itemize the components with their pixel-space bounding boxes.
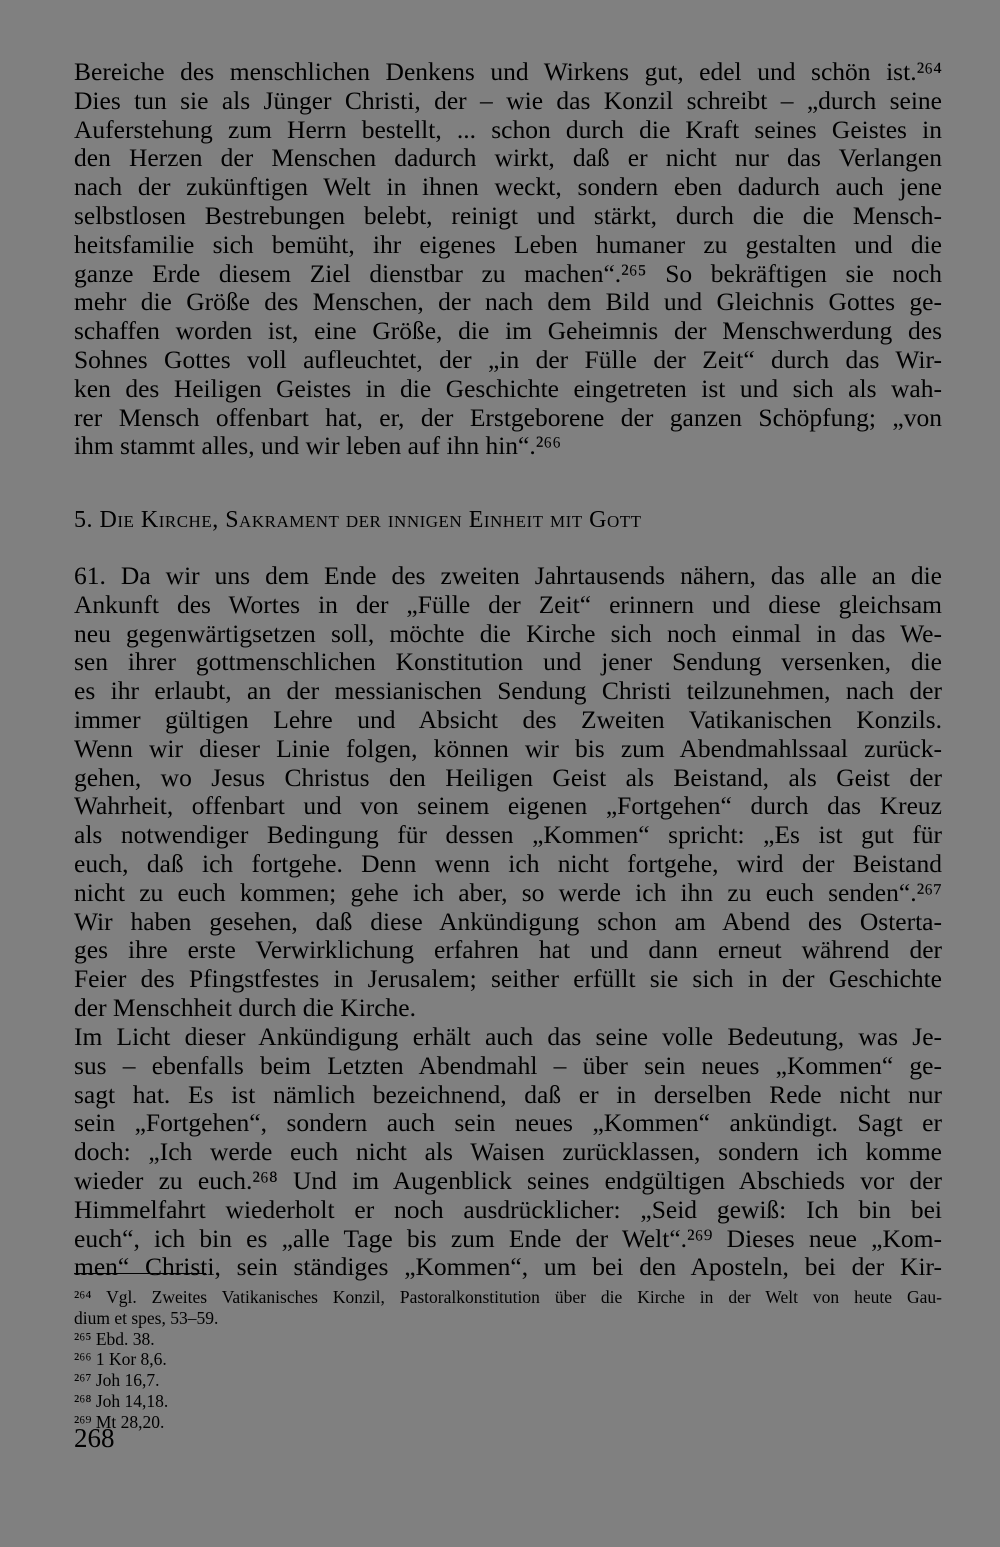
section-heading: 5. Die Kirche, Sakrament der innigen Einheit mit Gott xyxy=(74,507,642,533)
footnote: ²⁶⁹ Mt 28,20. xyxy=(74,1411,165,1432)
text-line: mehr die Größe des Menschen, der nach dem Bild und Gleichnis Gottes ge- xyxy=(74,287,942,317)
text-line: gehen, wo Jesus Christus den Heiligen Geist als Beistand, als Geist der xyxy=(74,762,942,792)
paragraph-continuation xyxy=(74,58,942,461)
text-line: doch: „Ich werde euch nicht als Waisen zurücklassen, sondern ich komme xyxy=(74,1137,942,1167)
text-line: Wahrheit, offenbart und von seinem eigenen „Fortgehen“ durch das Kreuz xyxy=(74,791,942,821)
text-line: Sohnes Gottes voll aufleuchtet, der „in der Fülle der Zeit“ durch das Wir- xyxy=(74,344,942,374)
text-line: men“ Christi, sein ständiges „Kommen“, um bei den Aposteln, bei der Kir- xyxy=(74,1252,942,1282)
text-line: 61. Da wir uns dem Ende des zweiten Jahrtausends nähern, das alle an die xyxy=(74,561,942,590)
footnote: ²⁶⁶ 1 Kor 8,6. xyxy=(74,1349,167,1370)
text-line: Dies tun sie als Jünger Christi, der – wie das Konzil schreibt – „durch seine xyxy=(74,85,942,115)
footnote-separator xyxy=(74,1273,206,1274)
text-line: selbstlosen Bestrebungen belebt, reinigt und stärkt, durch die die Mensch- xyxy=(74,200,942,230)
page-number: 268 xyxy=(74,1423,115,1453)
text-line: immer gültigen Lehre und Absicht des Zweiten Vatikanischen Konzils. xyxy=(74,704,942,734)
text-line: Wir haben gesehen, daß diese Ankündigung schon am Abend des Osterta- xyxy=(74,906,942,936)
footnote: ²⁶⁷ Joh 16,7. xyxy=(74,1370,160,1391)
text-line: Feier des Pfingstfestes in Jerusalem; seither erfüllt sie sich in der Geschichte xyxy=(74,964,942,994)
text-line: Himmelfahrt wiederholt er noch ausdrücklicher: „Seid gewiß: Ich bin bei xyxy=(74,1194,942,1224)
text-line: sagt hat. Es ist nämlich bezeichnend, daß er in derselben Rede nicht nur xyxy=(74,1079,942,1109)
footnote: dium et spes, 53–59. xyxy=(74,1307,219,1328)
text-line: wieder zu euch.²⁶⁸ Und im Augenblick seines endgültigen Abschieds vor der xyxy=(74,1165,942,1195)
text-line: rer Mensch offenbart hat, er, der Erstgeborene der ganzen Schöpfung; „von xyxy=(74,402,942,432)
text-line: als notwendiger Bedingung für dessen „Kommen“ spricht: „Es ist gut für xyxy=(74,820,942,850)
text-line: nicht zu euch kommen; gehe ich aber, so werde ich ihn zu euch senden“.²⁶⁷ xyxy=(74,877,942,907)
text-line: Wenn wir dieser Linie folgen, können wir bis zum Abendmahlssaal zurück- xyxy=(74,733,942,763)
text-line: euch, daß ich fortgehe. Denn wenn ich nicht fortgehe, wird der Beistand xyxy=(74,848,942,878)
paragraph-61 xyxy=(74,562,942,1023)
text-line: der Menschheit durch die Kirche. xyxy=(74,992,416,1022)
text-line: ihm stammt alles, und wir leben auf ihn hin“.²⁶⁶ xyxy=(74,431,562,461)
footnote: ²⁶⁴ Vgl. Zweites Vatikanisches Konzil, Pastoralkonstitution über die Kirche in der Welt von heute Gau- xyxy=(74,1287,942,1307)
text-line: schaffen worden ist, eine Größe, die im Geheimnis der Menschwerdung des xyxy=(74,316,942,346)
text-line: euch“, ich bin es „alle Tage bis zum Ende der Welt“.²⁶⁹ Dieses neue „Kom- xyxy=(74,1223,942,1253)
paragraph-continued xyxy=(74,1023,942,1282)
text-line: ken des Heiligen Geistes in die Geschichte eingetreten ist und sich als wah- xyxy=(74,373,942,403)
footnote: ²⁶⁸ Joh 14,18. xyxy=(74,1390,169,1411)
text-line: Bereiche des menschlichen Denkens und Wirkens gut, edel und schön ist.²⁶⁴ xyxy=(74,57,942,86)
text-line: Auferstehung zum Herrn bestellt, ... schon durch die Kraft seines Geistes in xyxy=(74,114,942,144)
text-line: den Herzen der Menschen dadurch wirkt, daß er nicht nur das Verlangen xyxy=(74,143,942,173)
text-line: neu gegenwärtigsetzen soll, möchte die Kirche sich noch einmal in das We- xyxy=(74,618,942,648)
footnotes xyxy=(74,1287,942,1433)
text-line: nach der zukünftigen Welt in ihnen weckt, sondern eben dadurch auch jene xyxy=(74,172,942,202)
text-line: sus – ebenfalls beim Letzten Abendmahl – über sein neues „Kommen“ ge- xyxy=(74,1050,942,1080)
text-line: sein „Fortgehen“, sondern auch sein neues „Kommen“ ankündigt. Sagt er xyxy=(74,1108,942,1138)
text-line: Ankunft des Wortes in der „Fülle der Zeit“ erinnern und diese gleichsam xyxy=(74,589,942,619)
text-line: Im Licht dieser Ankündigung erhält auch das seine volle Bedeutung, was Je- xyxy=(74,1022,942,1051)
footnote: ²⁶⁵ Ebd. 38. xyxy=(74,1328,155,1349)
text-line: es ihr erlaubt, an der messianischen Sendung Christi teilzunehmen, nach der xyxy=(74,676,942,706)
text-line: sen ihrer gottmenschlichen Konstitution und jener Sendung versenken, die xyxy=(74,647,942,677)
text-line: heitsfamilie sich bemüht, ihr eigenes Leben humaner zu gestalten und die xyxy=(74,229,942,259)
text-line: ges ihre erste Verwirklichung erfahren hat und dann erneut während der xyxy=(74,935,942,965)
text-line: ganze Erde diesem Ziel dienstbar zu machen“.²⁶⁵ So bekräftigen sie noch xyxy=(74,258,942,288)
